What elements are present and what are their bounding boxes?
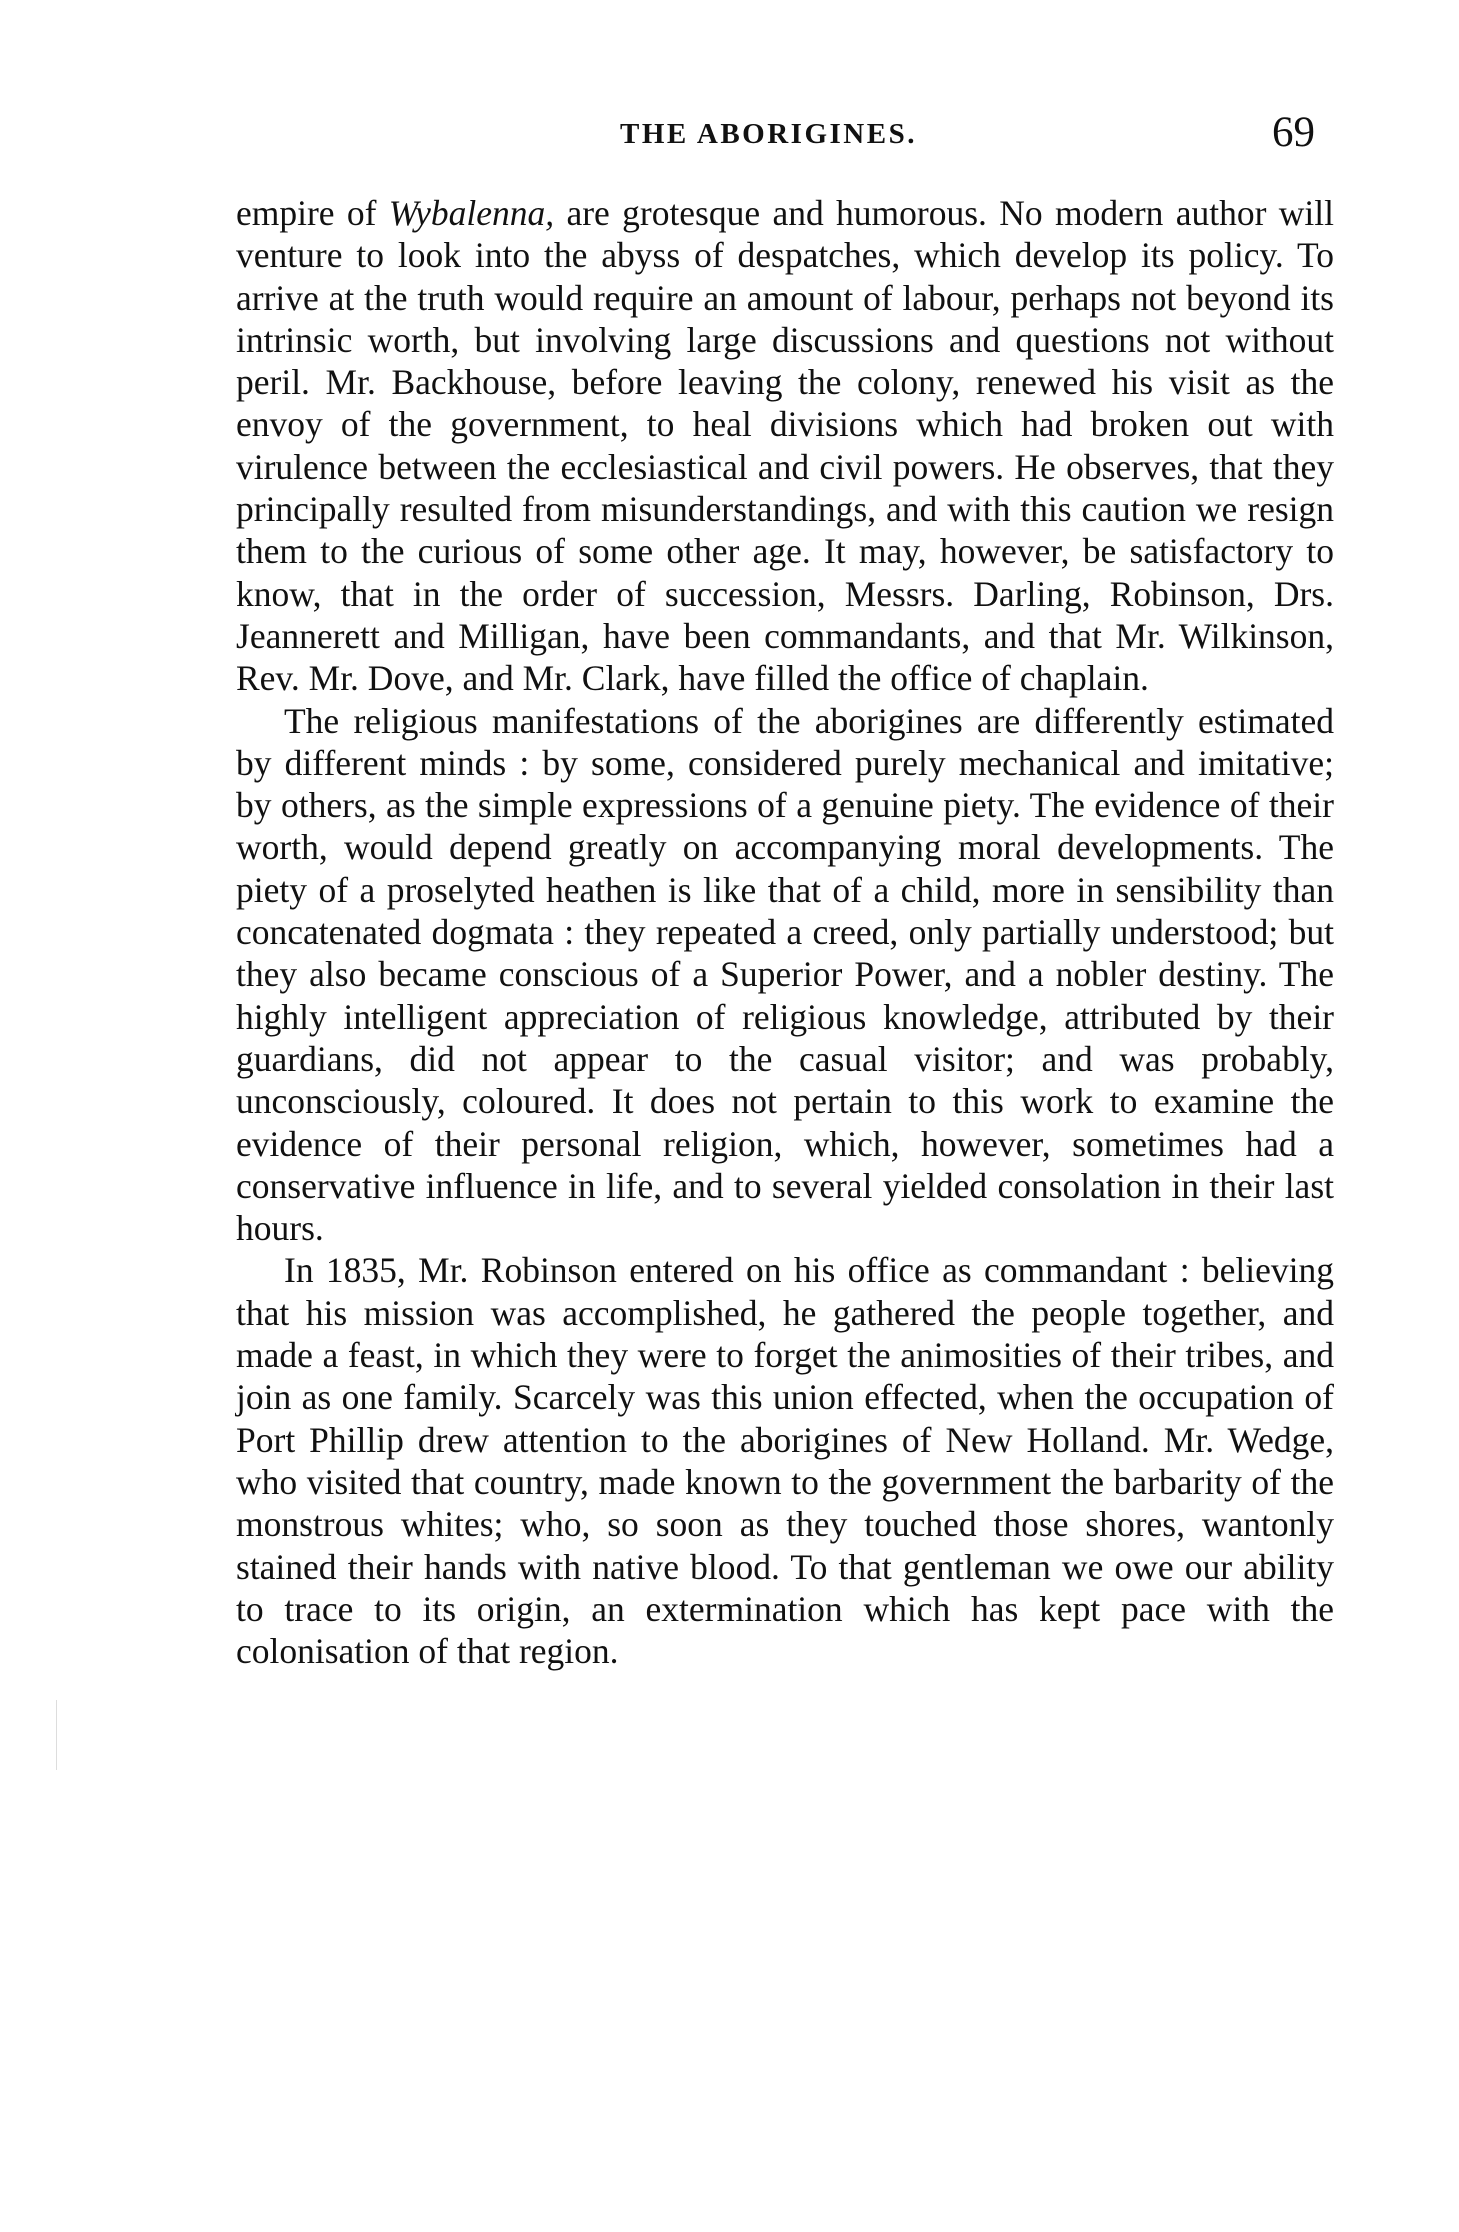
running-head — [0, 108, 1459, 158]
running-title: THE ABORIGINES. — [620, 118, 917, 150]
paragraph-1-rest: are grotesque and humorous. No modern author will venture to look into the abyss of despatches, which develop its policy. To arrive at the truth would require an amount of labour, perhaps not beyond its intrinsic worth, but involving large discussions and questions not without peril. Mr. Backhouse, before leaving the colony, renewed his visit as the envoy of the government, to heal divisions which had broken out with virulence between the ecclesiastical and civil powers. He observes, that they principally resulted from misunderstandings, and with this caution we resign them to the curious of some other age. It may, however, be satisfactory to know, that in the order of succession, Messrs. Darling, Robinson, Drs. Jeannerett and Milligan, have been commandants, and that Mr. Wilkinson, Rev. Mr. Dove, and Mr. Clark, have filled the office of chaplain. — [236, 193, 1334, 699]
paragraph-3: In 1835, Mr. Robinson entered on his office as commandant : believing that his mission was accomplished, he gathered the people together, and made a feast, in which they were to forget the animosities of their tribes, and join as one family. Scarcely was this union effected, when the occupation of Port Phillip drew attention to the aborigines of New Holland. Mr. Wedge, who visited that country, made known to the government the barbarity of the monstrous whites; who, so soon as they touched those shores, wantonly stained their hands with native blood. To that gentleman we owe our ability to trace to its origin, an extermination which has kept pace with the colonisation of that region. — [236, 1250, 1334, 1672]
paragraph-1-lead: empire of — [236, 193, 389, 233]
body-text — [236, 192, 1334, 1672]
page-number: 69 — [1272, 109, 1315, 156]
paragraph-2: The religious manifestations of the aborigines are differently estimated by different minds : by some, considered purely mechanical and imitative; by others, as the simple expressions of a genuine piety. The evidence of their worth, would depend greatly on accompanying moral developments. The piety of a proselyted heathen is like that of a child, more in sensibility than concatenated dogmata : they repeated a creed, only partially understood; but they also became conscious of a Superior Power, and a nobler destiny. The highly intelligent appreciation of religious knowledge, attributed by their guardians, did not appear to the casual visitor; and was probably, unconsciously, coloured. It does not pertain to this work to examine the evidence of their personal religion, which, however, sometimes had a conservative influence in life, and to several yielded consolation in their last hours. — [236, 700, 1334, 1249]
margin-scan-mark — [56, 1700, 57, 1770]
paragraph-1 — [236, 192, 1334, 700]
place-name-italic: Wybalenna, — [388, 193, 555, 233]
